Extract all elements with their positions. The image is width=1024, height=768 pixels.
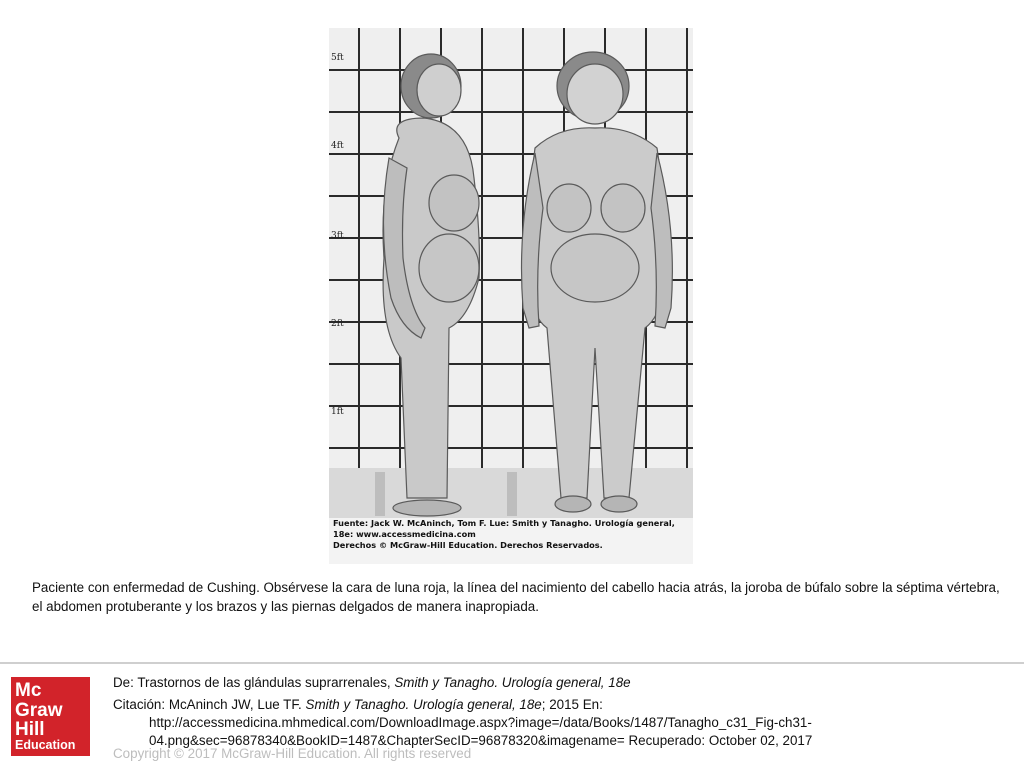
- logo-line-hill: Hill: [15, 719, 45, 740]
- source-line-1: Fuente: Jack W. McAninch, Tom F. Lue: Smith y Tanagho. Urología general,: [333, 518, 675, 528]
- scale-label-1ft: 1ft: [331, 407, 344, 417]
- source-line-2: 18e: www.accessmedicina.com: [333, 529, 476, 539]
- source-chapter-line: [113, 674, 1013, 692]
- logo-line-graw: Graw: [15, 700, 63, 721]
- footer-divider: [0, 662, 1024, 664]
- logo-line-education: Education: [15, 738, 76, 752]
- figure-caption: Paciente con enfermedad de Cushing. Obsérvese la cara de luna roja, la línea del nacimiento del cabello hacia atrás, la joroba de búfalo sobre la séptima vértebra, el abdomen protuberante y los brazos y las piernas delgados de manera inapropiada.: [32, 580, 1000, 614]
- citation-line: [113, 696, 1013, 714]
- citation-suffix: ; 2015 En:: [541, 697, 603, 712]
- logo-line-mc: Mc: [15, 680, 42, 701]
- citation-url-line-1: http://accessmedicina.mhmedical.com/DownloadImage.aspx?image=/data/Books/1487/Tanagho_c31_Fig-ch31-: [149, 715, 812, 730]
- citation-book-title: Smith y Tanagho. Urología general, 18e: [305, 697, 542, 712]
- copyright-notice: Copyright © 2017 McGraw-Hill Education. All rights reserved: [113, 746, 472, 761]
- scale-label-2ft: 2ft: [331, 319, 344, 329]
- scale-label-3ft: 3ft: [331, 231, 344, 241]
- scale-label-4ft: 4ft: [331, 141, 344, 151]
- scale-label-5ft: 5ft: [331, 53, 344, 63]
- source-line-3: Derechos © McGraw-Hill Education. Derechos Reservados.: [333, 540, 603, 550]
- citation-block: [113, 674, 1013, 750]
- patient-photo-illustration: [329, 28, 693, 564]
- mcgraw-hill-education-logo: [11, 677, 90, 756]
- citation-url-line-2: 04.png&sec=96878340&BookID=1487&ChapterSecID=96878320&imagename= Recuperado: October 02, 2017: [149, 733, 813, 748]
- source-book-title: Smith y Tanagho. Urología general, 18e: [394, 675, 631, 690]
- source-chapter-prefix: De: Trastornos de las glándulas suprarrenales,: [113, 675, 395, 690]
- figure-source-credit: [333, 518, 689, 551]
- clinical-photo: [329, 28, 693, 564]
- citation-prefix: Citación: McAninch JW, Lue TF.: [113, 697, 306, 712]
